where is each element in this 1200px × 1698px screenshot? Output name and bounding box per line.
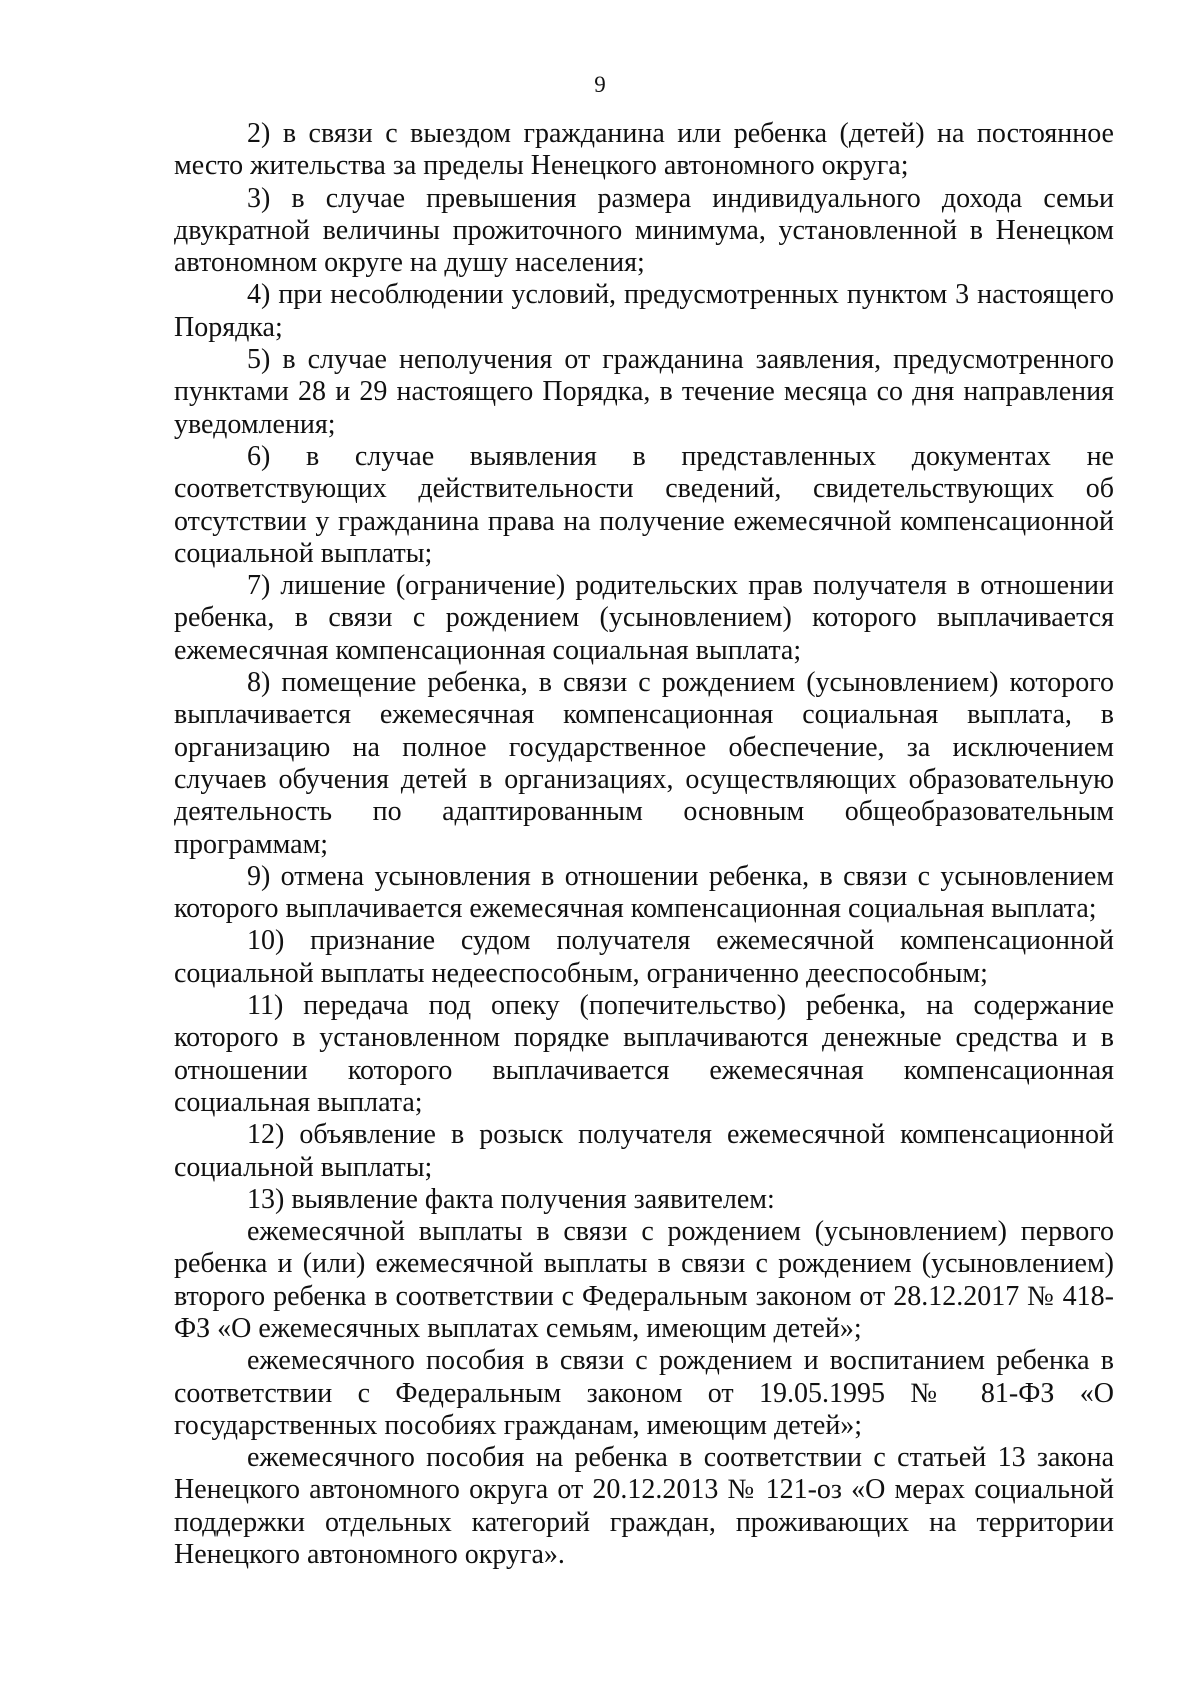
paragraph-item-13: 13) выявление факта получения заявителем: xyxy=(247,1183,775,1215)
document-body xyxy=(174,118,1114,1571)
paragraph-item-9: 9) отмена усыновления в отношении ребенка, в связи с усыновлением которого выплачивается ежемесячная компенсационная социальная выплата; xyxy=(174,860,1114,925)
paragraph-item-7: 7) лишение (ограничение) родительских прав получателя в отношении ребенка, в связи с рождением (усыновлением) которого выплачивается ежемесячная компенсационная социальная выплата; xyxy=(174,570,1114,666)
page-number: 9 xyxy=(594,72,606,97)
paragraph-item-12: 12) объявление в розыск получателя ежемесячной компенсационной социальной выплаты; xyxy=(174,1119,1114,1183)
paragraph-subitem-federal-law-418: ежемесячной выплаты в связи с рождением (усыновлением) первого ребенка и (или) ежемесячной выплаты в связи с рождением (усыновлением) второго ребенка в соответствии с Федеральным законом от 28.12.2017 № 418-ФЗ «О ежемесячных выплатах семьям, имеющим детей»; xyxy=(174,1216,1114,1344)
paragraph-subitem-regional-law-121: ежемесячного пособия на ребенка в соответствии с статьей 13 закона Ненецкого автономного округа от 20.12.2013 № 121-оз «О мерах социальной поддержки отдельных категорий граждан, проживающих на территории Ненецкого автономного округа». xyxy=(174,1442,1114,1571)
paragraph-item-2: 2) в связи с выездом гражданина или ребенка (детей) на постоянное место жительства за пределы Ненецкого автономного округа; xyxy=(174,118,1114,182)
paragraph-item-6: 6) в случае выявления в представленных документах не соответствующих действительности сведений, свидетельствующих об отсутствии у гражданина права на получение ежемесячной компенсационной социальной выплаты; xyxy=(174,440,1114,569)
paragraph-item-3: 3) в случае превышения размера индивидуального дохода семьи двукратной величины прожиточного минимума, установленной в Ненецком автономном округе на душу населения; xyxy=(174,182,1114,279)
paragraph-item-10: 10) признание судом получателя ежемесячной компенсационной социальной выплаты недееспособным, ограниченно дееспособным; xyxy=(174,925,1114,989)
paragraph-item-4: 4) при несоблюдении условий, предусмотренных пунктом 3 настоящего Порядка; xyxy=(174,279,1114,343)
paragraph-item-11: 11) передача под опеку (попечительство) ребенка, на содержание которого в установленном порядке выплачиваются денежные средства и в отношении которого выплачивается ежемесячная компенсационная социальная выплата; xyxy=(174,990,1114,1118)
paragraph-item-5: 5) в случае неполучения от гражданина заявления, предусмотренного пунктами 28 и 29 настоящего Порядка, в течение месяца со дня направления уведомления; xyxy=(174,344,1114,440)
paragraph-item-8: 8) помещение ребенка, в связи с рождением (усыновлением) которого выплачивается ежемесячная компенсационная социальная выплата, в организацию на полное государственное обеспечение, за исключением случаев обучения детей в организациях, осуществляющих образовательную деятельность по адаптированным основным общеобразовательным программам; xyxy=(174,667,1114,860)
paragraph-subitem-federal-law-81: ежемесячного пособия в связи с рождением и воспитанием ребенка в соответствии с Федеральным законом от 19.05.1995 № 81-ФЗ «О государственных пособиях гражданам, имеющим детей»; xyxy=(174,1345,1114,1441)
